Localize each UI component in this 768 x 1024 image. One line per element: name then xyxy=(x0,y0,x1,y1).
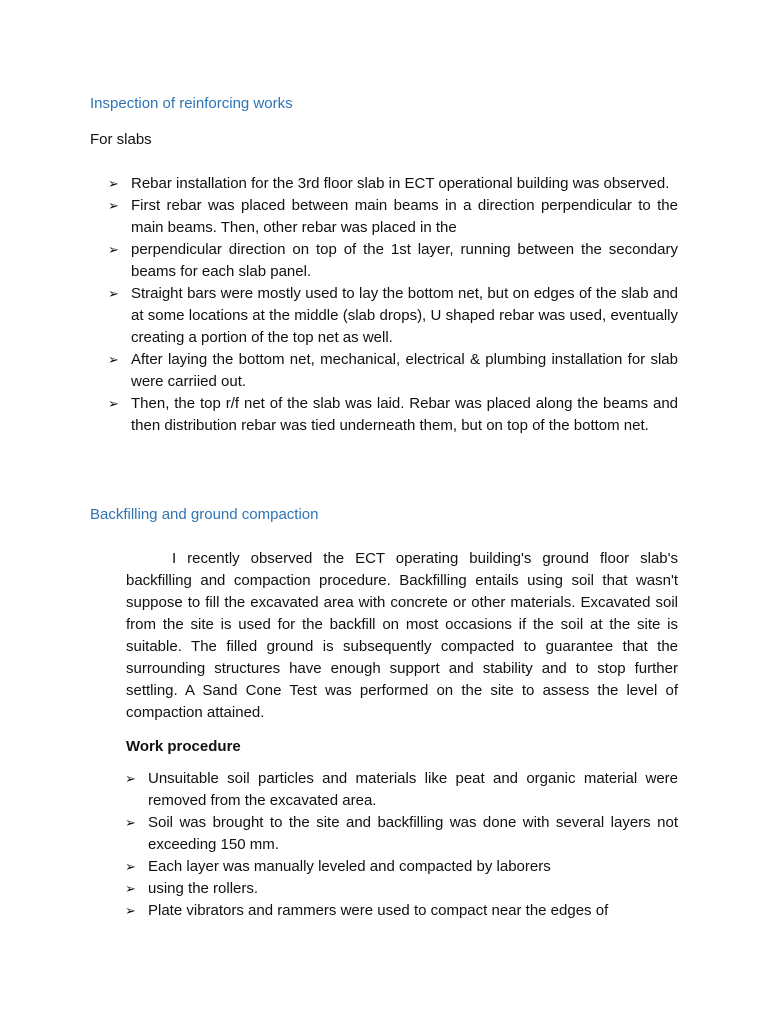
arrow-bullet-icon: ➢ xyxy=(108,286,119,301)
section-heading-backfilling: Backfilling and ground compaction xyxy=(90,506,319,523)
arrow-bullet-icon: ➢ xyxy=(108,352,119,367)
list-item: ➢ Straight bars were mostly used to lay the bottom net, but on edges of the slab and at some locations at the middle (slab drops), U shaped rebar was used, eventually creating a portion of the top net as well. xyxy=(108,285,678,346)
arrow-bullet-icon: ➢ xyxy=(125,881,136,896)
arrow-bullet-icon: ➢ xyxy=(108,396,119,411)
list-item: ➢ Plate vibrators and rammers were used to compact near the edges of xyxy=(148,900,678,922)
list-item: ➢ Each layer was manually leveled and compacted by laborers xyxy=(148,856,678,878)
procedure-bullet-list xyxy=(125,768,678,922)
arrow-bullet-icon: ➢ xyxy=(125,815,136,830)
list-item: ➢ perpendicular direction on top of the 1st layer, running between the secondary beams for each slab panel. xyxy=(108,241,678,280)
arrow-bullet-icon: ➢ xyxy=(125,903,136,918)
list-item: ➢ using the rollers. xyxy=(148,878,678,900)
arrow-bullet-icon: ➢ xyxy=(125,771,136,786)
list-item: ➢ Then, the top r/f net of the slab was laid. Rebar was placed along the beams and then distribution rebar was tied underneath them, but on top of the bottom net. xyxy=(108,395,678,434)
arrow-bullet-icon: ➢ xyxy=(108,176,119,191)
list-item: ➢ Soil was brought to the site and backfilling was done with several layers not exceeding 150 mm. xyxy=(125,814,678,853)
arrow-bullet-icon: ➢ xyxy=(108,242,119,257)
list-item: ➢ Unsuitable soil particles and materials like peat and organic material were removed from the excavated area. xyxy=(125,770,678,809)
work-procedure-heading: Work procedure xyxy=(126,738,241,755)
arrow-bullet-icon: ➢ xyxy=(108,198,119,213)
subheading-for-slabs: For slabs xyxy=(90,131,152,148)
list-item: ➢ First rebar was placed between main beams in a direction perpendicular to the main beams. Then, other rebar was placed in the xyxy=(108,197,678,236)
backfilling-paragraph: I recently observed the ECT operating building's ground floor slab's backfilling and compaction procedure. Backfilling entails using soil that wasn't suppose to fill the excavated area with concrete or other materials. Excavated soil from the site is used for the backfill on most occasions if the soil at the site is suitable. The filled ground is subsequently compacted to guarantee that the surrounding structures have enough support and stability and to stop further settling. A Sand Cone Test was performed on the site to assess the level of compaction attained. xyxy=(126,550,678,721)
list-item: ➢ Rebar installation for the 3rd floor slab in ECT operational building was observed. xyxy=(131,173,678,195)
arrow-bullet-icon: ➢ xyxy=(125,859,136,874)
section-heading-reinforcing: Inspection of reinforcing works xyxy=(90,95,293,112)
list-item: ➢ After laying the bottom net, mechanical, electrical & plumbing installation for slab were carriied out. xyxy=(108,351,678,390)
slab-bullet-list xyxy=(108,173,678,437)
